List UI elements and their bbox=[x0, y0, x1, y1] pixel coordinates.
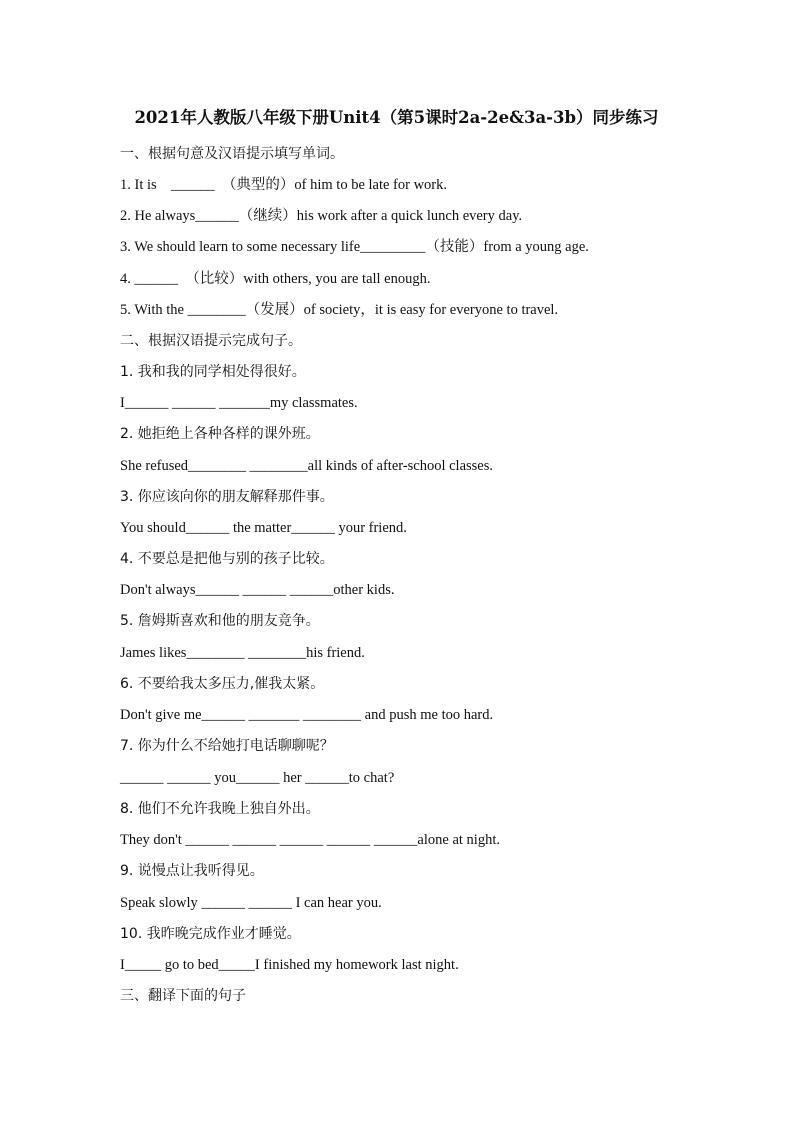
sentence-prompt-7: 7. 你为什么不给她打电话聊聊呢？ bbox=[120, 738, 334, 754]
fill-item-5: 5. With the ________（发展）of society，it is easy for everyone to travel. bbox=[120, 302, 559, 318]
section3-heading: 三、翻译下面的句子 bbox=[120, 988, 246, 1004]
sentence-answer-1: I______ ______ _______my classmates. bbox=[120, 395, 358, 411]
section1-heading: 一、根据句意及汉语提示填写单词。 bbox=[120, 146, 344, 162]
sentence-answer-2: She refused________ ________all kinds of after-school classes. bbox=[120, 458, 494, 474]
sentence-answer-7: ______ ______ you______ her ______to chat? bbox=[120, 770, 395, 786]
sentence-answer-8: They don't ______ ______ ______ ______ ______alone at night. bbox=[120, 832, 500, 848]
fill-item-3: 3. We should learn to some necessary life_________（技能）from a young age. bbox=[120, 239, 589, 255]
sentence-answer-10: I_____ go to bed_____I finished my homework last night. bbox=[120, 957, 459, 973]
section2-heading: 二、根据汉语提示完成句子。 bbox=[120, 333, 302, 349]
sentence-prompt-6: 6. 不要给我太多压力,催我太紧。 bbox=[120, 676, 325, 692]
sentence-answer-9: Speak slowly ______ ______ I can hear you. bbox=[120, 895, 382, 911]
sentence-prompt-9: 9. 说慢点让我听得见。 bbox=[120, 863, 264, 879]
sentence-prompt-2: 2. 她拒绝上各种各样的课外班。 bbox=[120, 426, 320, 442]
fill-item-1: 1. It is ______ （典型的）of him to be late for work. bbox=[120, 177, 448, 193]
sentence-prompt-8: 8. 他们不允许我晚上独自外出。 bbox=[120, 801, 320, 817]
fill-item-2: 2. He always______（继续）his work after a quick lunch every day. bbox=[120, 208, 523, 224]
sentence-prompt-10: 10. 我昨晚完成作业才睡觉。 bbox=[120, 926, 301, 942]
page-title: 2021年人教版八年级下册Unit4（第5课时2a-2e&3a-3b）同步练习 bbox=[134, 108, 659, 127]
sentence-answer-6: Don't give me______ _______ ________ and push me too hard. bbox=[120, 707, 494, 723]
sentence-answer-4: Don't always______ ______ ______other kids. bbox=[120, 582, 395, 598]
sentence-answer-5: James likes________ ________his friend. bbox=[120, 645, 365, 661]
sentence-prompt-1: 1. 我和我的同学相处得很好。 bbox=[120, 364, 306, 380]
sentence-prompt-4: 4. 不要总是把他与别的孩子比较。 bbox=[120, 551, 334, 567]
sentence-prompt-3: 3. 你应该向你的朋友解释那件事。 bbox=[120, 489, 334, 505]
fill-item-4: 4. ______ （比较）with others, you are tall enough. bbox=[120, 271, 431, 287]
sentence-prompt-5: 5. 詹姆斯喜欢和他的朋友竞争。 bbox=[120, 613, 320, 629]
sentence-answer-3: You should______ the matter______ your friend. bbox=[120, 520, 407, 536]
